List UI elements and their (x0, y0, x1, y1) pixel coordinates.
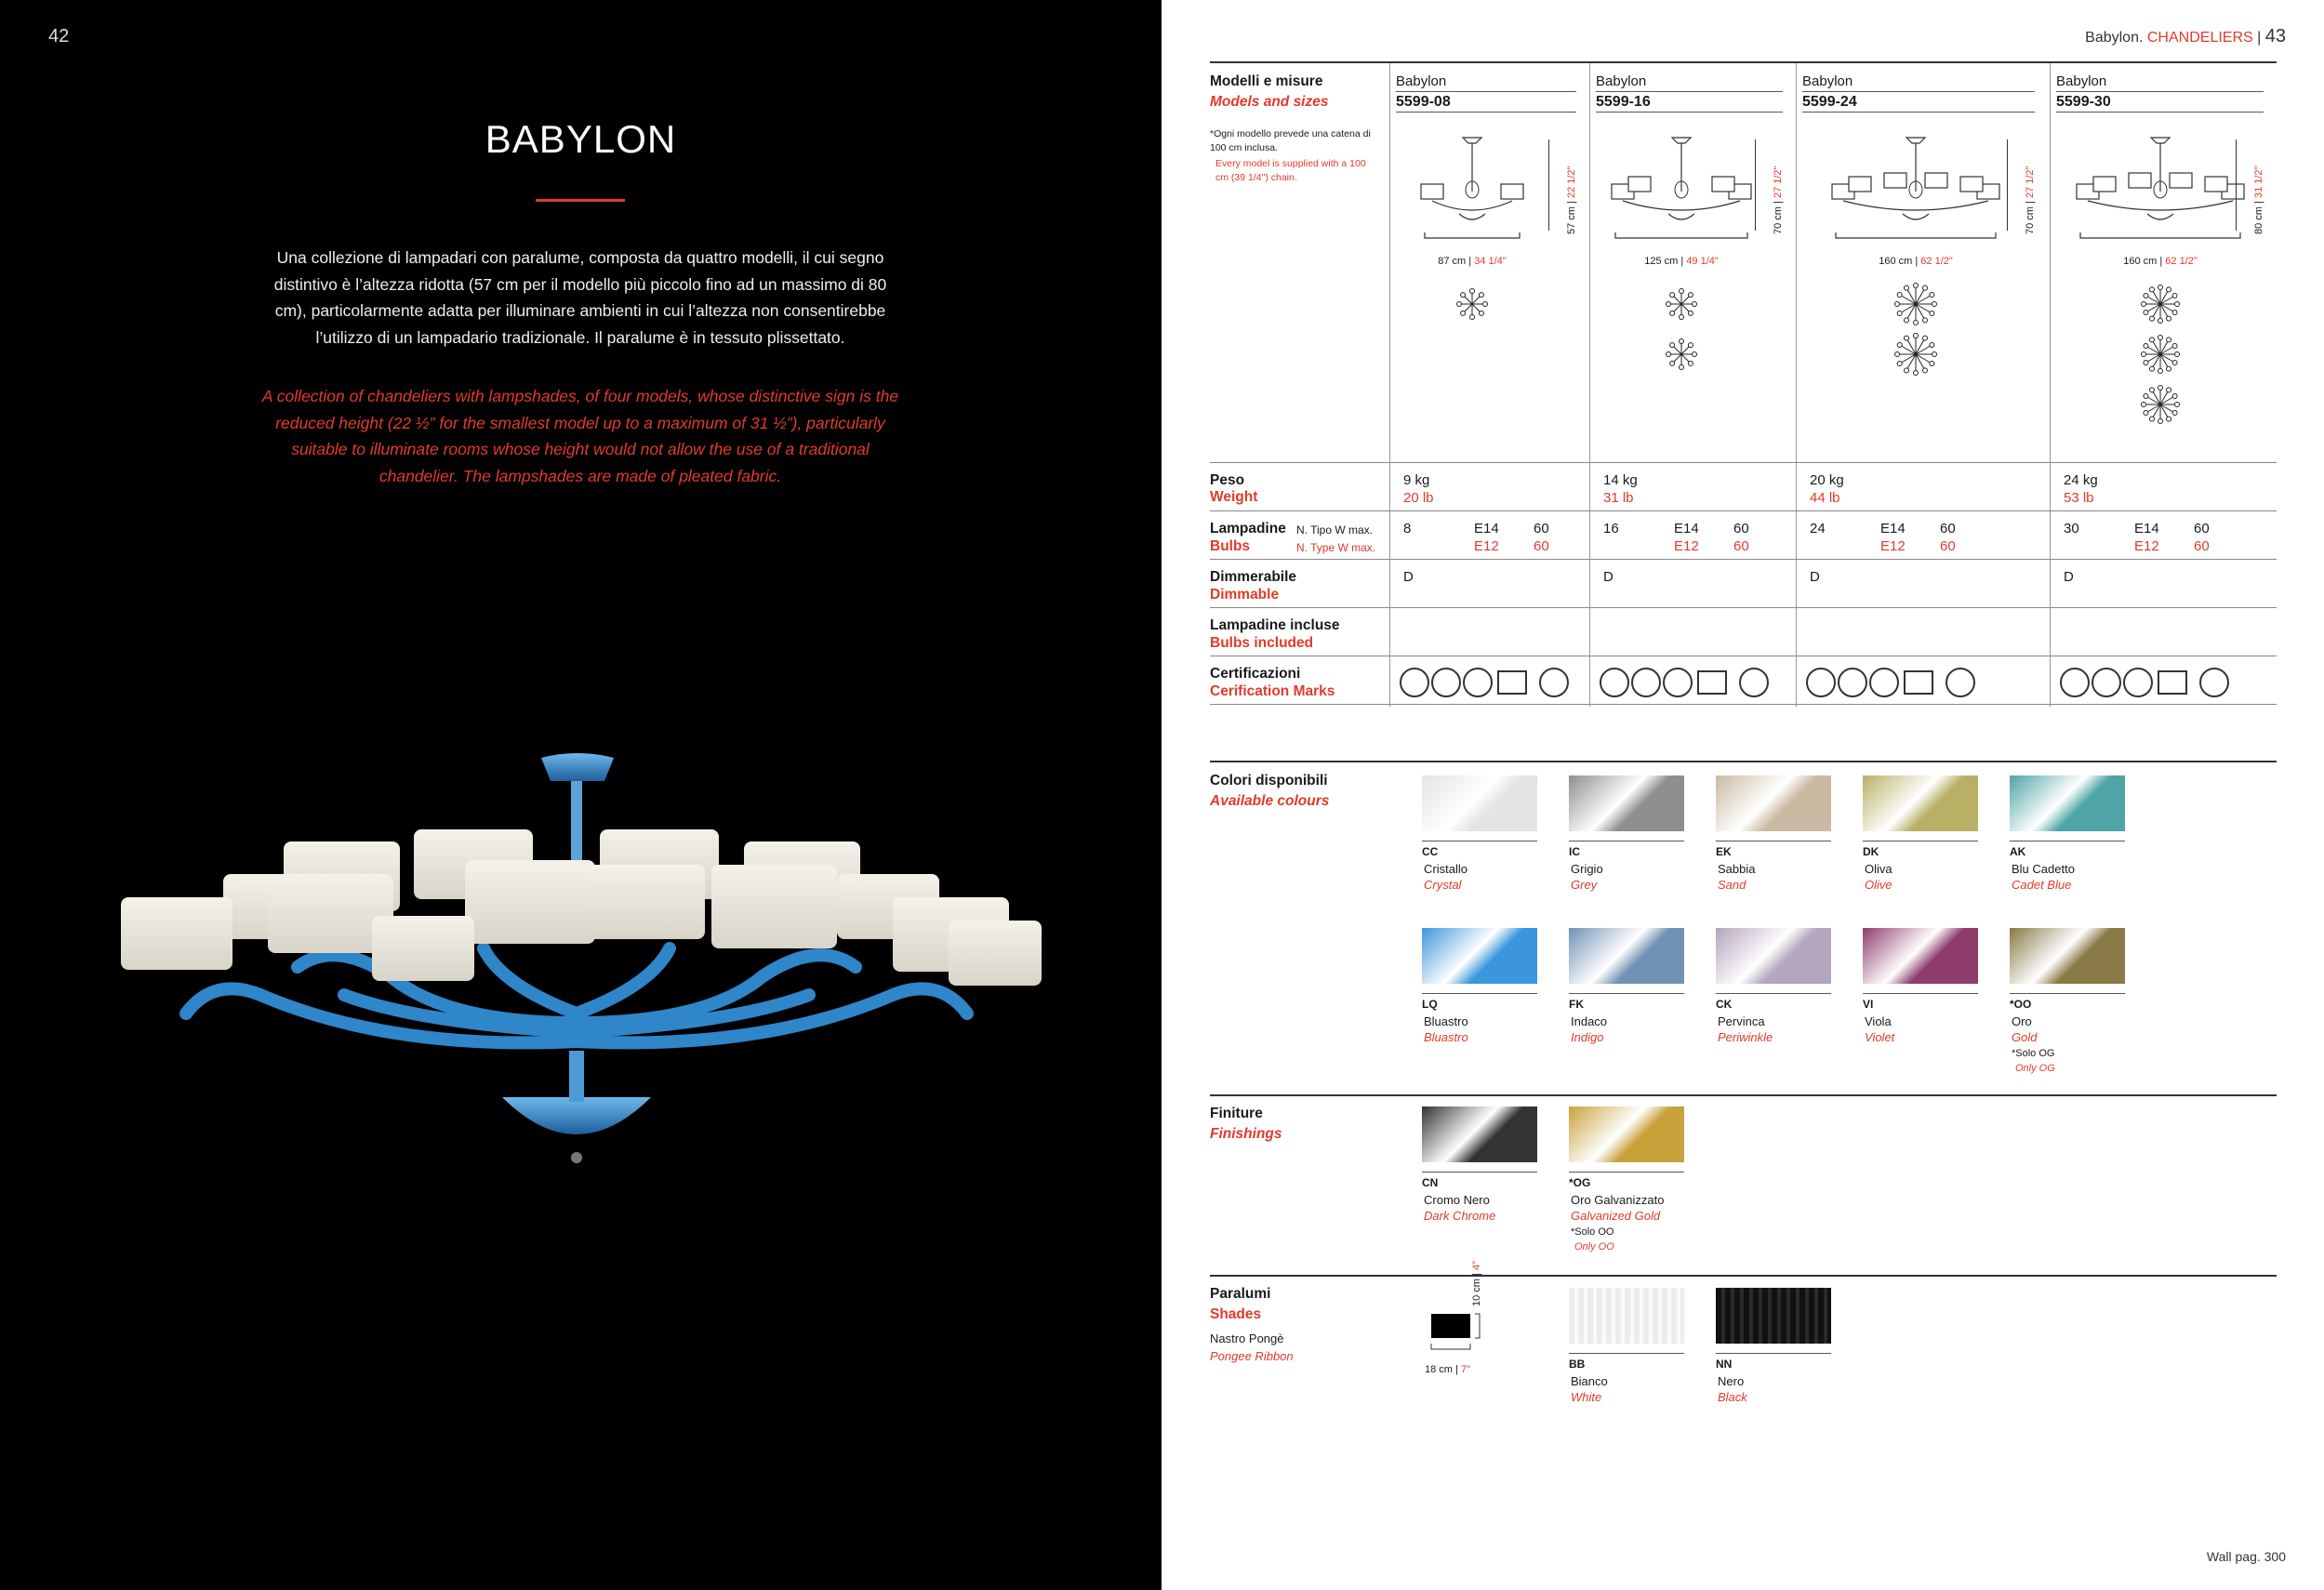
swatch-CN[interactable] (1422, 1106, 1537, 1162)
bulbs-count: 16 (1603, 521, 1619, 537)
model-code: 5599-16 (1596, 94, 1651, 110)
description-english: A collection of chandeliers with lampshades, of four models, whose distinctive sign is the reduced height (22 ½” for the smallest model up to a maximum of 31 ½”), particularly suitable to illuminate rooms whose height would not allow the use of a traditional chandelier. The lampshades are made of pleated fabric. (261, 387, 899, 485)
model-code: 5599-08 (1396, 94, 1451, 110)
shade-swatch-BB[interactable] (1569, 1288, 1684, 1344)
bulb-watt-eu: 60 (1733, 521, 1749, 537)
swatch-code: CC (1422, 841, 1537, 858)
swatch-name-en: Black (1718, 1390, 1747, 1404)
models-label-it: Modelli e misure (1210, 73, 1323, 89)
weight-lb: 44 lb (1810, 490, 1840, 506)
swatch-name-it: Grigio (1571, 862, 1603, 876)
shade-swatch-NN[interactable] (1716, 1288, 1831, 1344)
swatch-name-en: Galvanized Gold (1571, 1209, 1661, 1223)
shades-sub-en: Pongee Ribbon (1210, 1349, 1294, 1363)
bulbs-label-en: Bulbs (1210, 538, 1251, 554)
bulbs-count: 8 (1403, 521, 1412, 537)
swatch-name-it: Bianco (1571, 1374, 1608, 1388)
dimmable-value: D (1810, 569, 1820, 585)
top-view-icon (1888, 331, 1944, 378)
title-rule (536, 199, 625, 202)
bulbs-cols-en: N. Type W max. (1296, 541, 1376, 554)
swatch-LQ[interactable] (1422, 928, 1537, 984)
finishings-label-en: Finishings (1210, 1126, 1282, 1142)
swatch-FK[interactable] (1569, 928, 1684, 984)
top-view-icon (2132, 331, 2188, 378)
included-label-it: Lampadine incluse (1210, 617, 1340, 633)
swatch-code: FK (1569, 993, 1684, 1011)
model-sketch-5599-08 (1403, 136, 1558, 247)
swatch-DK[interactable] (1863, 775, 1978, 831)
dimmable-label-en: Dimmable (1210, 587, 1280, 603)
model-width: 125 cm | 49 1/4" (1644, 256, 1719, 267)
colours-label-it: Colori disponibili (1210, 773, 1328, 788)
weight-lb: 31 lb (1603, 490, 1634, 506)
shades-rule (1210, 1275, 2277, 1277)
cert-label-it: Certificazioni (1210, 666, 1301, 682)
bulb-type-us: E12 (1474, 538, 1499, 554)
certification-marks-icon (2058, 664, 2253, 701)
swatch-CC[interactable] (1422, 775, 1537, 831)
bulb-watt-eu: 60 (1940, 521, 1956, 537)
page-title: BABYLON (485, 117, 677, 161)
weight-kg: 24 kg (2064, 472, 2098, 488)
swatch-EK[interactable] (1716, 775, 1831, 831)
model-sketch-5599-30 (2064, 136, 2245, 247)
swatch-code: *OG (1569, 1172, 1684, 1189)
swatch-name-it: Pervinca (1718, 1014, 1765, 1028)
colours-rule (1210, 761, 2277, 762)
bulb-watt-us: 60 (2194, 538, 2210, 554)
bulb-type-eu: E14 (2134, 521, 2159, 537)
model-sketch-5599-24 (1810, 136, 2016, 247)
swatch-code: EK (1716, 841, 1831, 858)
model-code: 5599-24 (1802, 94, 1857, 110)
swatch-note-it: *Solo OO (1571, 1226, 1614, 1238)
page-number-right: 43 (2264, 26, 2286, 46)
bulb-type-us: E12 (1880, 538, 1906, 554)
model-name: Babylon (1596, 73, 1647, 89)
model-height: 70 cm | 27 1/2" (2025, 166, 2036, 234)
model-code: 5599-30 (2056, 94, 2111, 110)
swatch-name-en: Gold (2012, 1030, 2038, 1044)
swatch-name-it: Nero (1718, 1374, 1745, 1388)
certification-marks-icon (1598, 664, 1793, 701)
swatch-code: CK (1716, 993, 1831, 1011)
model-name: Babylon (1802, 73, 1853, 89)
swatch-name-it: Bluastro (1424, 1014, 1468, 1028)
bulb-type-us: E12 (2134, 538, 2159, 554)
swatch-code: BB (1569, 1353, 1684, 1371)
bulb-watt-eu: 60 (2194, 521, 2210, 537)
swatch-name-it: Cromo Nero (1424, 1193, 1490, 1207)
page-number-left: 42 (48, 26, 70, 46)
swatch-name-it: Cristallo (1424, 862, 1467, 876)
model-name: Babylon (1396, 73, 1447, 89)
swatch-code: NN (1716, 1353, 1831, 1371)
included-label-en: Bulbs included (1210, 635, 1314, 651)
description-italian: Una collezione di lampadari con paralume, composta da quattro modelli, il cui segno distintivo è l’altezza ridotta (57 cm per il modello più piccolo fino ad un massimo di 80 cm), particolarmente adatta per illuminare ambienti in cui l’altezza non consentirebbe l’utilizzo di un lampadario tradizionale. Il paralume è in tessuto plissettato. (273, 248, 887, 347)
weight-label-en: Weight (1210, 489, 1258, 505)
bulb-type-eu: E14 (1474, 521, 1499, 537)
bulb-watt-eu: 60 (1534, 521, 1549, 537)
swatch-name-en: Cadet Blue (2012, 878, 2072, 892)
chain-note-en: Every model is supplied with a 100 cm (39 1/4") chain. (1215, 158, 1366, 183)
swatch-note-it: *Solo OG (2012, 1048, 2055, 1059)
swatch-name-en: Violet (1865, 1030, 1895, 1044)
dimmable-value: D (1403, 569, 1414, 585)
bulb-type-eu: E14 (1674, 521, 1699, 537)
bulbs-cols-it: N. Tipo W max. (1296, 523, 1374, 537)
shades-label-it: Paralumi (1210, 1286, 1271, 1302)
swatch-name-en: Indigo (1571, 1030, 1604, 1044)
swatch-name-en: Crystal (1424, 878, 1462, 892)
model-sketch-5599-16 (1603, 136, 1764, 247)
top-view-icon (2132, 381, 2188, 428)
swatch-name-en: Periwinkle (1718, 1030, 1773, 1044)
header-sep: | (2257, 30, 2262, 46)
finishings-label-it: Finiture (1210, 1106, 1263, 1121)
chain-note-it: *Ogni modello prevede una catena di 100 cm inclusa. (1210, 128, 1371, 153)
swatch-AK[interactable] (2010, 775, 2125, 831)
footer-note: Wall pag. 300 (2206, 1549, 2286, 1564)
shades-label-en: Shades (1210, 1306, 1262, 1322)
swatch-code: LQ (1422, 993, 1537, 1011)
bulbs-label-it: Lampadine (1210, 521, 1286, 537)
weight-kg: 14 kg (1603, 472, 1638, 488)
swatch-name-it: Sabbia (1718, 862, 1756, 876)
swatch-name-it: Oliva (1865, 862, 1892, 876)
swatch-code: DK (1863, 841, 1978, 858)
certification-marks-icon (1804, 664, 1999, 701)
dimmable-value: D (1603, 569, 1614, 585)
header-section: CHANDELIERS (2146, 30, 2253, 46)
weight-lb: 53 lb (2064, 490, 2094, 506)
swatch-name-en: Dark Chrome (1424, 1209, 1496, 1223)
certification-marks-icon (1398, 664, 1593, 701)
top-view-icon (1653, 281, 1709, 327)
dimmable-value: D (2064, 569, 2074, 585)
swatch-code: IC (1569, 841, 1684, 858)
shade-height: 10 cm | 4" (1471, 1261, 1482, 1306)
page-header (2085, 26, 2286, 47)
model-height: 57 cm | 22 1/2" (1566, 166, 1577, 234)
swatch-OO[interactable] (2010, 928, 2125, 984)
bulbs-count: 30 (2064, 521, 2079, 537)
swatch-name-it: Blu Cadetto (2012, 862, 2075, 876)
swatch-VI[interactable] (1863, 928, 1978, 984)
top-view-icon (1653, 331, 1709, 378)
bulb-type-eu: E14 (1880, 521, 1906, 537)
swatch-name-it: Oro (2012, 1014, 2032, 1028)
swatch-code: AK (2010, 841, 2125, 858)
bulb-type-us: E12 (1674, 538, 1699, 554)
model-width: 160 cm | 62 1/2" (1879, 256, 1953, 267)
swatch-name-en: Sand (1718, 878, 1746, 892)
model-name: Babylon (2056, 73, 2107, 89)
bulb-watt-us: 60 (1733, 538, 1749, 554)
dimmable-label-it: Dimmerabile (1210, 569, 1297, 585)
spec-table-top-rule (1210, 61, 2277, 63)
swatch-name-it: Oro Galvanizzato (1571, 1193, 1665, 1207)
swatch-OG[interactable] (1569, 1106, 1684, 1162)
cert-label-en: Cerification Marks (1210, 683, 1335, 699)
swatch-code: CN (1422, 1172, 1537, 1189)
top-view-icon (2132, 281, 2188, 327)
top-view-icon (1444, 281, 1500, 327)
weight-kg: 9 kg (1403, 472, 1430, 488)
swatch-IC[interactable] (1569, 775, 1684, 831)
model-height: 70 cm | 27 1/2" (1773, 166, 1784, 234)
right-page (1162, 0, 2324, 1590)
swatch-note-en: Only OG (2015, 1063, 2055, 1074)
swatch-name-en: Olive (1865, 878, 1892, 892)
chandelier-photo (112, 744, 1051, 1172)
swatch-name-it: Indaco (1571, 1014, 1608, 1028)
shade-width: 18 cm | 7" (1425, 1364, 1470, 1375)
swatch-code: VI (1863, 993, 1978, 1011)
swatch-name-en: Grey (1571, 878, 1598, 892)
shades-sub-it: Nastro Pongè (1210, 1332, 1284, 1345)
top-view-icon (1888, 281, 1944, 327)
bulb-watt-us: 60 (1534, 538, 1549, 554)
shade-dimension-sketch (1422, 1295, 1496, 1370)
weight-lb: 20 lb (1403, 490, 1434, 506)
swatch-note-en: Only OO (1574, 1241, 1614, 1252)
model-width: 160 cm | 62 1/2" (2123, 256, 2198, 267)
header-brand: Babylon. (2085, 30, 2144, 46)
weight-kg: 20 kg (1810, 472, 1844, 488)
swatch-name-en: Bluastro (1424, 1030, 1468, 1044)
model-height: 80 cm | 31 1/2" (2253, 166, 2264, 234)
weight-label-it: Peso (1210, 472, 1245, 488)
swatch-name-it: Viola (1865, 1014, 1892, 1028)
model-width: 87 cm | 34 1/4" (1438, 256, 1507, 267)
swatch-name-en: White (1571, 1390, 1602, 1404)
swatch-code: *OO (2010, 993, 2125, 1011)
swatch-CK[interactable] (1716, 928, 1831, 984)
finishings-rule (1210, 1094, 2277, 1096)
bulb-watt-us: 60 (1940, 538, 1956, 554)
models-label-en: Models and sizes (1210, 94, 1329, 110)
bulbs-count: 24 (1810, 521, 1826, 537)
colours-label-en: Available colours (1210, 793, 1330, 809)
